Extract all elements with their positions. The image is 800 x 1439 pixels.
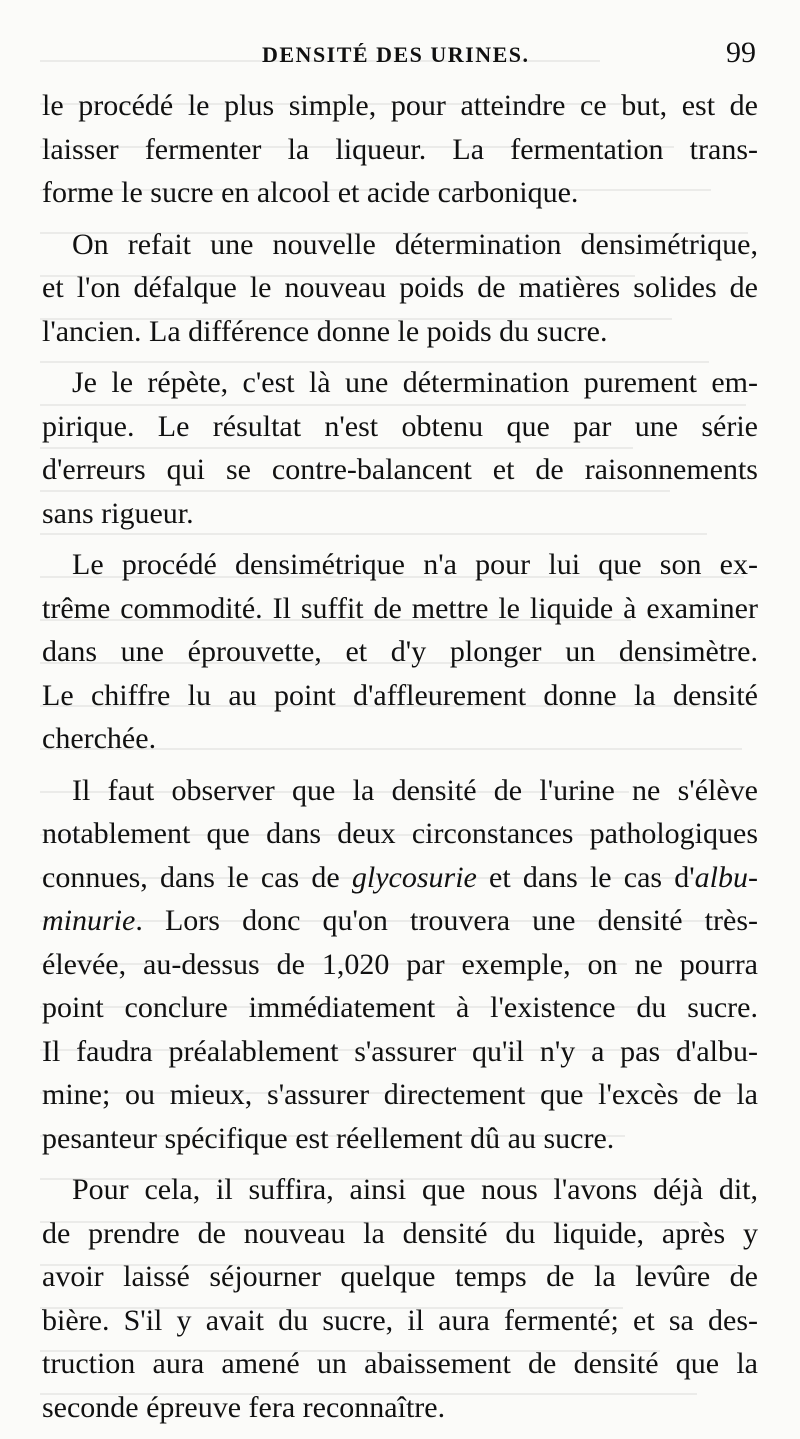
- text-line: et l'on défalque le nouveau poids de matières solides de: [42, 271, 758, 304]
- text-run: connues, dans le cas de: [42, 860, 352, 894]
- text-run: et dans le cas d': [476, 860, 695, 894]
- text-line: [42, 856, 758, 900]
- paragraph: [42, 769, 758, 1161]
- text-line: Le procédé densimétrique n'a pour lui que son ex-: [72, 548, 758, 581]
- italic-term: albu-: [694, 860, 758, 894]
- text-line: [42, 1073, 758, 1117]
- text-line: [42, 899, 758, 943]
- text-line: cherchée.: [42, 722, 157, 755]
- text-line: trême commodité. Il suffit de mettre le liquide à examiner: [42, 591, 758, 625]
- text-line: [42, 1117, 758, 1161]
- paragraph: [42, 84, 758, 215]
- text-line: [42, 769, 758, 813]
- text-line: Pour cela, il suffira, ainsi que nous l'avons déjà dit,: [72, 1173, 758, 1206]
- text-run: point conclure immédiatement à l'existence du sucre.: [42, 991, 758, 1024]
- text-line: forme le sucre en alcool et acide carbonique.: [42, 176, 579, 209]
- paragraph: [42, 361, 758, 535]
- text-line: seconde épreuve fera reconnaître.: [42, 1390, 446, 1424]
- text-line: Je le répète, c'est là une détermination purement em-: [72, 366, 758, 399]
- text-run: élevée, au-dessus de 1,020 par exemple, on ne pourra: [42, 947, 758, 981]
- text-line: [42, 943, 758, 987]
- running-title: DENSITÉ DES URINES.: [262, 42, 530, 67]
- italic-term: glycosurie: [351, 860, 477, 894]
- paragraph: [42, 1168, 758, 1429]
- text-line: On refait une nouvelle détermination densimétrique,: [72, 227, 758, 261]
- running-header: [40, 34, 756, 74]
- body-text: [42, 84, 758, 1429]
- text-line: bière. S'il y avait du sucre, il aura fermenté; et sa des-: [42, 1303, 758, 1337]
- text-line: laisser fermenter la liqueur. La fermentation trans-: [42, 132, 758, 166]
- text-line: d'erreurs qui se contre-balancent et de raisonnements: [42, 453, 758, 486]
- paragraph: [42, 543, 758, 761]
- text-line: Le chiffre lu au point d'affleurement donne la densité: [42, 678, 758, 712]
- text-run: pesanteur spécifique est réellement dû au sucre.: [42, 1121, 615, 1155]
- italic-term: minurie: [42, 904, 136, 937]
- text-line: avoir laissé séjourner quelque temps de la levûre de: [42, 1260, 758, 1293]
- text-line: pirique. Le résultat n'est obtenu que par une série: [42, 409, 758, 443]
- text-line: le procédé le plus simple, pour atteindre ce but, est de: [42, 89, 758, 122]
- text-line: truction aura amené un abaissement de densité que la: [42, 1347, 758, 1380]
- page-number: 99: [726, 36, 756, 69]
- text-line: [42, 986, 758, 1030]
- text-run: mine; ou mieux, s'assurer directement que l'excès de la: [42, 1078, 758, 1111]
- text-line: sans rigueur.: [42, 496, 194, 530]
- text-run: Il faut observer que la densité de l'urine ne s'élève: [72, 773, 758, 807]
- text-line: dans une éprouvette, et d'y plonger un densimètre.: [42, 635, 758, 668]
- text-line: l'ancien. La différence donne le poids du sucre.: [42, 314, 608, 348]
- text-line: [42, 1030, 758, 1074]
- text-run: Il faudra préalablement s'assurer qu'il n'y a pas d'albu-: [42, 1034, 758, 1068]
- text-line: [42, 812, 758, 856]
- text-run: . Lors donc qu'on trouvera une densité très-: [135, 904, 758, 937]
- text-line: de prendre de nouveau la densité du liquide, après y: [42, 1216, 758, 1250]
- text-run: notablement que dans deux circonstances pathologiques: [42, 817, 758, 850]
- paragraph: [42, 223, 758, 354]
